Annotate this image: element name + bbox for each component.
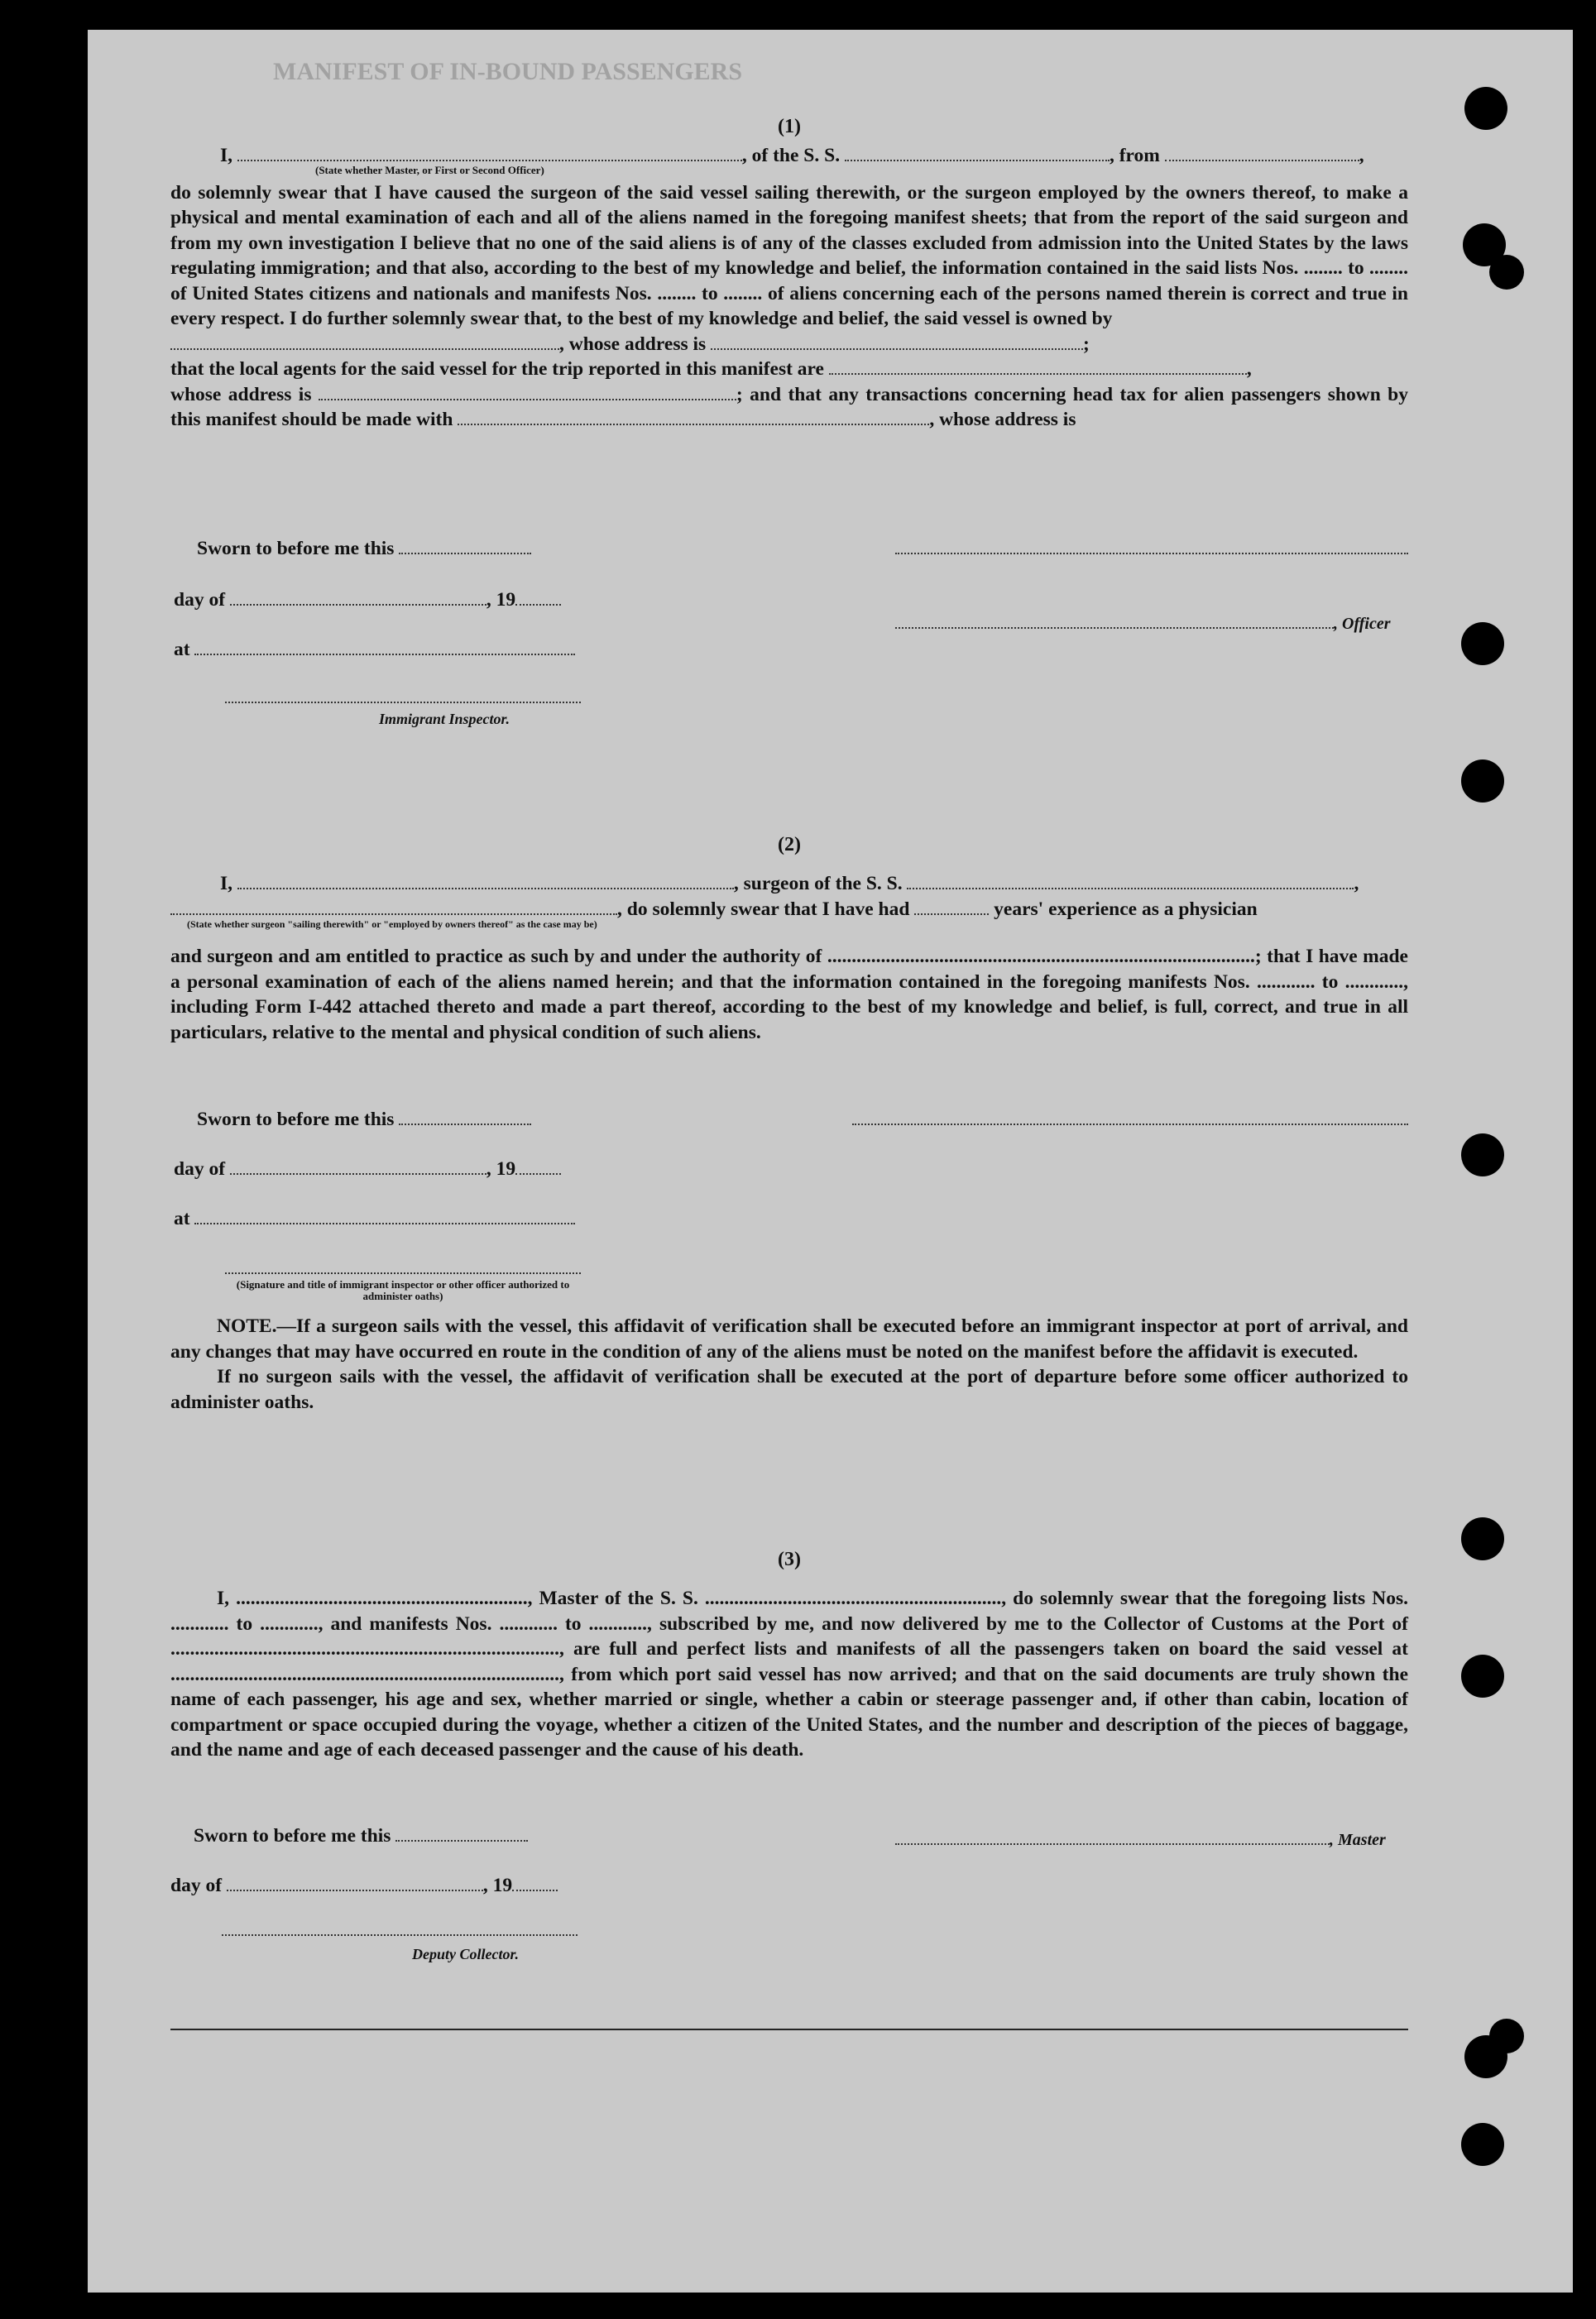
sworn-line-3: Sworn to before me this [194, 1825, 528, 1847]
day-field[interactable] [230, 604, 486, 606]
surgeon-second-line: , do solemnly swear that I have had years' experience as a physician [170, 897, 1408, 922]
officer-name-field[interactable] [237, 145, 742, 161]
owner-line: , whose address is ; [170, 332, 1408, 357]
year-field[interactable] [515, 1173, 561, 1175]
from-port-field[interactable] [1165, 145, 1359, 161]
officer-signature-2 [225, 1258, 581, 1280]
faded-bleed-through-header: MANIFEST OF IN-BOUND PASSENGERS [273, 58, 743, 85]
agents-address-line: whose address is ; and that any transactions concerning head tax for alien passengers shown by this manifest should be made with , whose address is [170, 383, 1408, 430]
sworn-date-field[interactable] [395, 1840, 528, 1842]
oath-body: do solemnly swear that I have caused the surgeon of the said vessel sailing therewith, or the surgeon employed by the owners thereof, to make a physical and mental examination of each and all of the aliens named in the foregoing manifest sheets; that from the report of the said surgeon and from my own investigation I believe that no one of the said aliens is of any of the classes excluded from admission into the United States by the laws regulating immigration; and that also, according to the best of my knowledge and belief, the information contained in the said lists Nos. ........ to ........ of United States citizens and nationals and manifests Nos. ........ to ........ of aliens concerning each of the persons named therein is correct and true in every respect. I do further solemnly swear that, to the best of my knowledge and belief, the said vessel is owned by [170, 181, 1408, 329]
section-number: (2) [778, 834, 801, 855]
master-signature-line: , Master [895, 1828, 1386, 1851]
binder-hole [1489, 2019, 1524, 2053]
collector-signature-field[interactable] [222, 1934, 578, 1936]
surgeon-signature-line [852, 1109, 1408, 1131]
bottom-rule [170, 2029, 1408, 2030]
day-field[interactable] [230, 1173, 486, 1175]
years-field[interactable] [914, 898, 989, 915]
binder-hole [1461, 2123, 1504, 2166]
officer-signature-field[interactable] [895, 553, 1408, 554]
collector-signature [222, 1919, 578, 1942]
officer-field[interactable] [895, 627, 1334, 629]
day-of-line-2: day of , 19 [174, 1158, 561, 1181]
master-signature-field[interactable] [895, 1843, 1330, 1845]
binder-hole [1461, 622, 1504, 665]
at-field[interactable] [194, 1223, 575, 1224]
owner-address-field[interactable] [711, 333, 1083, 350]
agents-field[interactable] [829, 358, 1247, 375]
surgeon-status-field[interactable] [170, 898, 617, 915]
binder-hole [1464, 87, 1507, 130]
oath-first-line: I, , of the S. S. , from , [220, 145, 1364, 166]
agents-address-field[interactable] [319, 384, 736, 400]
affidavit-master [170, 116, 1408, 433]
day-of-line-3: day of , 19 [170, 1875, 558, 1897]
collector-label: Deputy Collector. [412, 1946, 519, 1962]
day-of-line-1: day of , 19 [174, 589, 561, 611]
surgeon-body: and surgeon and am entitled to practice as such by and under the authority of ........................................................................................; that I have made a personal examination of each of the aliens named herein; and that the information contained in the foregoing manifests Nos. ............ to ............, including Form I-442 attached thereto and made a part thereof, according to the best of my knowledge and belief, is full, correct, and true in all particulars, relative to the mental and physical condition of such aliens. [170, 946, 1408, 1043]
year-field[interactable] [515, 604, 561, 606]
year-field[interactable] [512, 1890, 558, 1891]
binder-hole [1489, 255, 1524, 290]
binder-hole [1461, 1133, 1504, 1176]
inspector-label: Immigrant Inspector. [379, 711, 510, 727]
affidavit-delivery [170, 1549, 1408, 1763]
owner-field[interactable] [170, 333, 559, 350]
sworn-line-2: Sworn to before me this [197, 1109, 531, 1131]
binder-hole [1461, 1517, 1504, 1560]
officer-signature-line [895, 538, 1408, 560]
at-line-2: at [174, 1208, 575, 1230]
inspector-signature [225, 687, 581, 709]
sworn-date-field[interactable] [399, 553, 531, 554]
officer-line: , Officer [895, 612, 1391, 635]
sworn-date-field[interactable] [399, 1124, 531, 1125]
surgeon-name-field[interactable] [237, 873, 734, 889]
day-field[interactable] [227, 1890, 483, 1891]
affidavit-surgeon [170, 834, 1408, 1045]
inspector-signature-field[interactable] [225, 702, 581, 703]
officer-signature-field[interactable] [225, 1272, 581, 1274]
note-2: If no surgeon sails with the vessel, the affidavit of verification shall be executed at the port of departure before some officer authorized to administer oaths. [170, 1366, 1408, 1413]
binder-hole [1461, 1655, 1504, 1698]
surgeon-signature-field[interactable] [852, 1124, 1408, 1125]
at-field[interactable] [194, 654, 575, 655]
surgeon-first-line: I, , surgeon of the S. S. , [220, 873, 1359, 894]
delivery-body: I, ............................................................, Master of the S. S. ............................................................., do solemnly swear that the foregoing lists Nos. ............ to ............, and manifests Nos. ............ to ............, subscribed by me, and now delivered by me to the Collector of Customs at the Port of ................................................................................, are full and perfect lists and manifests of all the passengers taken on board the said vessel at ................................................................................, from which port said vessel has now arrived; and that on the said documents are truly shown the name of each passenger, his age and sex, whether married or single, whether a cabin or steerage passenger and, if other than cabin, location of compartment or space occupied during the voyage, whether a citizen of the United States, and the number and description of the pieces of baggage, and the name and age of each deceased passenger and the cause of his death. [170, 1588, 1408, 1761]
headtax-party-field[interactable] [458, 409, 929, 425]
section-number: (1) [778, 116, 801, 137]
sworn-line-1: Sworn to before me this [197, 538, 531, 560]
at-line-1: at [174, 639, 575, 661]
binder-hole [1461, 759, 1504, 803]
surgeon-status-note: (State whether surgeon "sailing therewith" or "employed by owners thereof" as the case may be) [187, 918, 597, 930]
officer-rank-note: (State whether Master, or First or Second Officer) [315, 163, 544, 176]
section-number: (3) [778, 1549, 801, 1570]
note-block [170, 1314, 1408, 1415]
agents-line: that the local agents for the said vessel for the trip reported in this manifest are , [170, 358, 1252, 380]
note-1: NOTE.—If a surgeon sails with the vessel, this affidavit of verification shall be executed before an immigrant inspector at port of arrival, and any changes that may have occurred en route in the condition of any of the aliens must be noted on the manifest before the affidavit is executed. [170, 1315, 1408, 1363]
signature-title-note: (Signature and title of immigrant inspector or other officer authorized to administer oaths) [236, 1278, 570, 1302]
vessel-name-field[interactable] [845, 145, 1110, 161]
surgeon-vessel-field[interactable] [907, 873, 1354, 889]
